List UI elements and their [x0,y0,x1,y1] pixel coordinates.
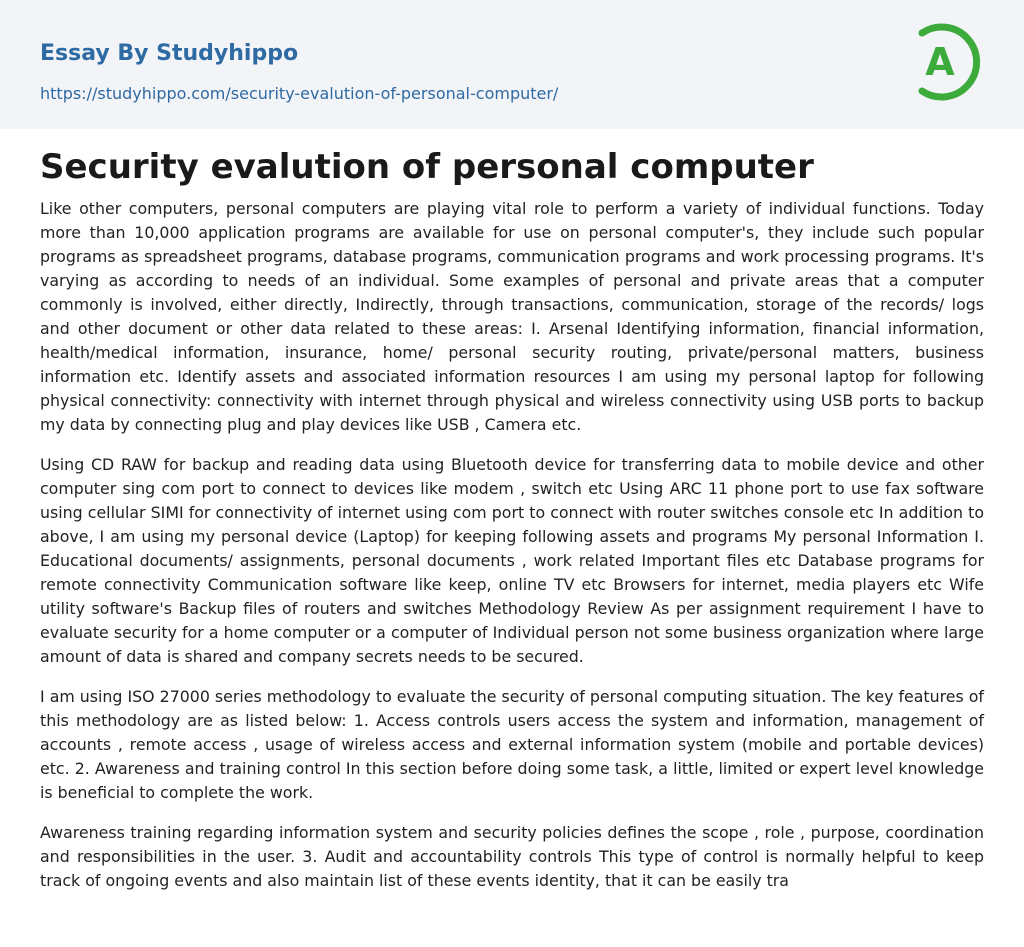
paragraph-3: I am using ISO 27000 series methodology to evaluate the security of personal computing situation. The key features of this methodology are as listed below: 1. Access controls users access the system and information, management of accounts , remote access , usage of wireless access and external information system (mobile and portable devices) etc. 2. Awareness and training control In this section before doing some task, a little, limited or expert level knowledge is beneficial to complete the work. [40,687,984,802]
logo-letter: A [925,40,955,84]
page-title: Security evalution of personal computer [40,147,814,187]
paragraph-1: Like other computers, personal computers are playing vital role to perform a variety of individual functions. Today more than 10,000 application programs are available for use on personal computer's, they include such popular programs as spreadsheet programs, database programs, communication programs and work processing programs. It's varying as according to needs of an individual. Some examples of personal and private areas that a computer commonly is involved, either directly, Indirectly, through transactions, communication, storage of the records/ logs and other document or other data related to these areas: I. Arsenal Identifying information, financial information, health/medical information, insurance, home/ personal security routing, private/personal matters, business information etc. Identify assets and associated information resources I am using my personal laptop for following physical connectivity: connectivity with internet through physical and wireless connectivity using USB ports to backup my data by connecting plug and play devices like USB , Camera etc. [40,199,984,434]
paragraph-2: Using CD RAW for backup and reading data using Bluetooth device for transferring data to mobile device and other computer sing com port to connect to devices like modem , switch etc Using ARC 11 phone port to use fax software using cellular SIMI for connectivity of internet using com port to connect with router switches console etc In addition to above, I am using my personal device (Laptop) for keeping following assets and programs My personal Information I. Educational documents/ assignments, personal documents , work related Important files etc Database programs for remote connectivity Communication software like keep, online TV etc Browsers for internet, media players etc Wife utility software's Backup files of routers and switches Methodology Review As per assignment requirement I have to evaluate security for a home computer or a computer of Individual person not some business organization where large amount of data is shared and company secrets needs to be secured. [40,455,984,666]
paragraph-4: Awareness training regarding information system and security policies defines the scope , role , purpose, coordination and responsibilities in the user. 3. Audit and accountability controls This type of control is normally helpful to keep track of ongoing events and also maintain list of these events identity, that it can be easily tra [40,823,984,890]
page-url-link[interactable]: https://studyhippo.com/security-evalution-of-personal-computer/ [40,84,559,103]
article [0,129,1024,893]
brand-title[interactable]: Essay By Studyhippo [40,41,299,66]
site-header [0,0,1024,129]
studyhippo-logo-icon[interactable] [912,20,986,104]
